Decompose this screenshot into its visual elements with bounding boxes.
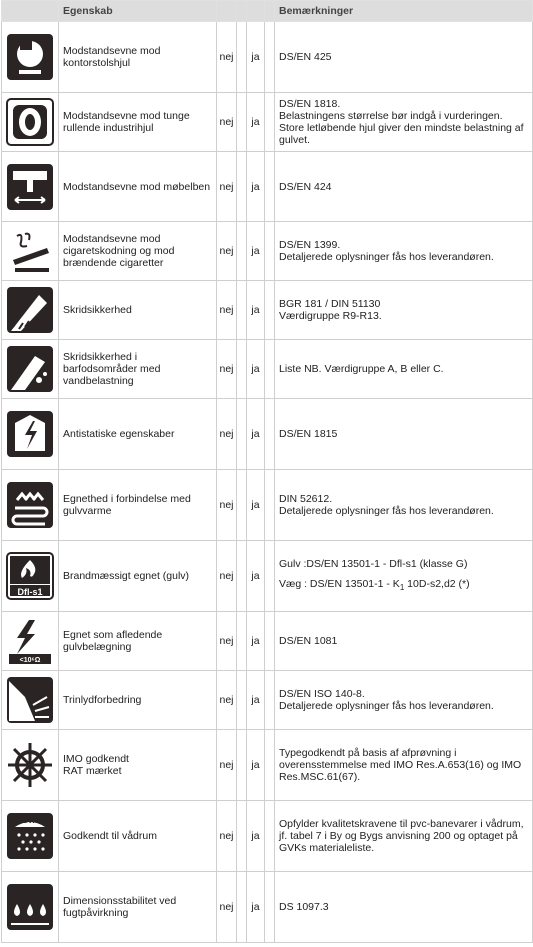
header-blank-2 bbox=[237, 1, 247, 22]
header-remarks: Bemærkninger bbox=[275, 1, 533, 22]
cigarette-icon bbox=[5, 226, 55, 276]
table-row bbox=[2, 730, 533, 801]
remarks-cell bbox=[275, 801, 533, 872]
table-row bbox=[2, 281, 533, 340]
icon-cell bbox=[2, 612, 59, 671]
table-row bbox=[2, 399, 533, 470]
property-cell: Godkendt til vådrum bbox=[59, 801, 217, 872]
industrial-wheel-icon bbox=[5, 97, 55, 147]
moisture-drops-icon bbox=[5, 882, 55, 932]
remark-line: Belastningens størrelse bør indgå i vurderingen. bbox=[279, 110, 503, 122]
yes-cell: ja bbox=[247, 340, 265, 399]
header-property: Egenskab bbox=[59, 1, 217, 22]
remark-line: DS 1097.3 bbox=[279, 901, 329, 913]
property-cell: Egnet som afledende gulvbelægning bbox=[59, 612, 217, 671]
property-cell: Skridsikkerhed bbox=[59, 281, 217, 340]
no-cell: nej bbox=[217, 470, 237, 541]
remark-line: BGR 181 / DIN 51130 bbox=[279, 298, 381, 310]
icon-cell bbox=[2, 152, 59, 222]
blank-cell bbox=[265, 671, 275, 730]
blank-cell bbox=[237, 872, 247, 943]
yes-cell: ja bbox=[247, 399, 265, 470]
remark-line: DS/EN 425 bbox=[279, 51, 332, 63]
no-cell: nej bbox=[217, 22, 237, 93]
remark-line: Store letløbende hjul giver den mindste belastning af gulvet. bbox=[279, 122, 524, 146]
yes-cell: ja bbox=[247, 152, 265, 222]
no-cell: nej bbox=[217, 541, 237, 612]
remarks-cell bbox=[275, 93, 533, 152]
barefoot-slip-icon bbox=[5, 344, 55, 394]
ship-wheel-icon bbox=[5, 740, 55, 790]
icon-label: <10⁶Ω bbox=[19, 657, 41, 664]
header-blank-3 bbox=[247, 1, 265, 22]
remark-line: Typegodkendt på basis af afprøvning i overensstemmelse med IMO Res.A.653(16) og IMO Res.MSC.61(67). bbox=[279, 747, 522, 783]
yes-cell: ja bbox=[247, 801, 265, 872]
antistatic-icon bbox=[5, 409, 55, 459]
blank-cell bbox=[265, 801, 275, 872]
no-cell: nej bbox=[217, 222, 237, 281]
table-row bbox=[2, 541, 533, 612]
blank-cell bbox=[265, 340, 275, 399]
icon-cell bbox=[2, 93, 59, 152]
icon-label: Dfl-s1 bbox=[17, 587, 43, 597]
remarks-cell bbox=[275, 281, 533, 340]
remarks-cell bbox=[275, 470, 533, 541]
property-cell: Modstandsevne mod kontorstolshjul bbox=[59, 22, 217, 93]
wet-room-shower-icon bbox=[5, 811, 55, 861]
property-cell: Brandmæssigt egnet (gulv) bbox=[59, 541, 217, 612]
remarks-cell bbox=[275, 22, 533, 93]
property-cell: Trinlydforbedring bbox=[59, 671, 217, 730]
remark-line: Gulv :DS/EN 13501-1 - Dfl-s1 (klasse G) bbox=[279, 557, 468, 570]
no-cell: nej bbox=[217, 93, 237, 152]
blank-cell bbox=[237, 470, 247, 541]
table-row bbox=[2, 340, 533, 399]
property-cell: Skridsikkerhed i barfodsområder med vandbelastning bbox=[59, 340, 217, 399]
icon-label: GVK bbox=[22, 818, 38, 825]
remarks-cell bbox=[275, 399, 533, 470]
property-cell: Modstandsevne mod tunge rullende industrihjul bbox=[59, 93, 217, 152]
remark-line: Detaljerede oplysninger fås hos leverandøren. bbox=[279, 505, 494, 517]
blank-cell bbox=[237, 671, 247, 730]
conductive-icon bbox=[5, 616, 55, 666]
impact-sound-icon bbox=[5, 675, 55, 725]
remark-line: Opfylder kvalitetskravene til pvc-banevarer i vådrum, jf. tabel 7 i By og Bygs anvisning 200 og optaget på GVKs materialeliste. bbox=[279, 818, 524, 854]
icon-cell bbox=[2, 222, 59, 281]
remarks-cell bbox=[275, 612, 533, 671]
blank-cell bbox=[265, 22, 275, 93]
icon-cell bbox=[2, 399, 59, 470]
blank-cell bbox=[265, 399, 275, 470]
icon-cell bbox=[2, 730, 59, 801]
remarks-cell bbox=[275, 872, 533, 943]
no-cell: nej bbox=[217, 671, 237, 730]
icon-cell bbox=[2, 541, 59, 612]
remark-line: Liste NB. Værdigruppe A, B eller C. bbox=[279, 363, 444, 375]
yes-cell: ja bbox=[247, 612, 265, 671]
remark-line: DS/EN 1818. bbox=[279, 98, 341, 110]
yes-cell: ja bbox=[247, 281, 265, 340]
remark-line: DS/EN 424 bbox=[279, 180, 332, 193]
yes-cell: ja bbox=[247, 470, 265, 541]
blank-cell bbox=[265, 93, 275, 152]
remark-line: Værdigruppe R9-R13. bbox=[279, 310, 382, 322]
remarks-cell bbox=[275, 340, 533, 399]
remarks-cell bbox=[275, 671, 533, 730]
property-cell: Egnethed i forbindelse med gulvvarme bbox=[59, 470, 217, 541]
table-row bbox=[2, 612, 533, 671]
blank-cell bbox=[265, 281, 275, 340]
table-row bbox=[2, 671, 533, 730]
yes-cell: ja bbox=[247, 671, 265, 730]
yes-cell: ja bbox=[247, 22, 265, 93]
remark-line: DS/EN 1081 bbox=[279, 635, 338, 647]
blank-cell bbox=[265, 222, 275, 281]
blank-cell bbox=[265, 152, 275, 222]
furniture-leg-icon bbox=[5, 162, 55, 212]
office-chair-wheel-icon bbox=[5, 32, 55, 82]
no-cell: nej bbox=[217, 152, 237, 222]
remarks-cell bbox=[275, 730, 533, 801]
property-cell: Modstandsevne mod møbelben bbox=[59, 152, 217, 222]
yes-cell: ja bbox=[247, 93, 265, 152]
table-row bbox=[2, 93, 533, 152]
blank-cell bbox=[237, 730, 247, 801]
header-blank-1 bbox=[217, 1, 237, 22]
blank-cell bbox=[237, 801, 247, 872]
blank-cell bbox=[265, 541, 275, 612]
blank-cell bbox=[237, 22, 247, 93]
remark-line: DS/EN ISO 140-8. bbox=[279, 688, 365, 700]
table-row bbox=[2, 470, 533, 541]
icon-cell bbox=[2, 281, 59, 340]
no-cell: nej bbox=[217, 612, 237, 671]
table-row bbox=[2, 22, 533, 93]
remark-line: DS/EN 1399. bbox=[279, 239, 341, 251]
blank-cell bbox=[237, 222, 247, 281]
blank-cell bbox=[265, 730, 275, 801]
icon-cell bbox=[2, 801, 59, 872]
properties-table bbox=[1, 0, 533, 943]
slip-resistance-icon bbox=[5, 285, 55, 335]
blank-cell bbox=[237, 340, 247, 399]
blank-cell bbox=[237, 612, 247, 671]
no-cell: nej bbox=[217, 730, 237, 801]
no-cell: nej bbox=[217, 340, 237, 399]
blank-cell bbox=[237, 399, 247, 470]
remarks-cell bbox=[275, 541, 533, 612]
remark-line: DS/EN 1815 bbox=[279, 428, 338, 440]
no-cell: nej bbox=[217, 399, 237, 470]
icon-cell bbox=[2, 872, 59, 943]
property-cell: Modstandsevne mod cigaretskodning og mod brændende cigaretter bbox=[59, 222, 217, 281]
floor-heating-icon bbox=[5, 480, 55, 530]
header-icon-cell bbox=[2, 1, 59, 22]
blank-cell bbox=[237, 93, 247, 152]
no-cell: nej bbox=[217, 281, 237, 340]
property-cell: Dimensionsstabilitet ved fugtpåvirkning bbox=[59, 872, 217, 943]
property-line: RAT mærket bbox=[63, 765, 122, 777]
yes-cell: ja bbox=[247, 541, 265, 612]
property-cell bbox=[59, 730, 217, 801]
icon-cell bbox=[2, 340, 59, 399]
icon-cell bbox=[2, 470, 59, 541]
remark-line: Detaljerede oplysninger fås hos leverandøren. bbox=[279, 700, 494, 712]
remarks-cell bbox=[275, 222, 533, 281]
table-row bbox=[2, 152, 533, 222]
yes-cell: ja bbox=[247, 872, 265, 943]
blank-cell bbox=[237, 152, 247, 222]
icon-cell bbox=[2, 22, 59, 93]
table-header bbox=[2, 1, 533, 22]
remarks-cell bbox=[275, 152, 533, 222]
blank-cell bbox=[237, 541, 247, 612]
blank-cell bbox=[265, 872, 275, 943]
fire-icon bbox=[5, 551, 55, 601]
no-cell: nej bbox=[217, 801, 237, 872]
remark-line: DIN 52612. bbox=[279, 493, 333, 505]
property-line: IMO godkendt bbox=[63, 753, 129, 765]
table-row bbox=[2, 801, 533, 872]
icon-cell bbox=[2, 671, 59, 730]
blank-cell bbox=[265, 470, 275, 541]
yes-cell: ja bbox=[247, 222, 265, 281]
table-row bbox=[2, 222, 533, 281]
no-cell: nej bbox=[217, 872, 237, 943]
blank-cell bbox=[237, 281, 247, 340]
table-row bbox=[2, 872, 533, 943]
remark-line: Detaljerede oplysninger fås hos leverandøren. bbox=[279, 251, 494, 263]
blank-cell bbox=[265, 612, 275, 671]
yes-cell: ja bbox=[247, 730, 265, 801]
remark-line: Væg : DS/EN $13501-1 - K_1$ 10D-s2,d2 (*) bbox=[279, 577, 470, 593]
property-cell: Antistatiske egenskaber bbox=[59, 399, 217, 470]
header-blank-4 bbox=[265, 1, 275, 22]
